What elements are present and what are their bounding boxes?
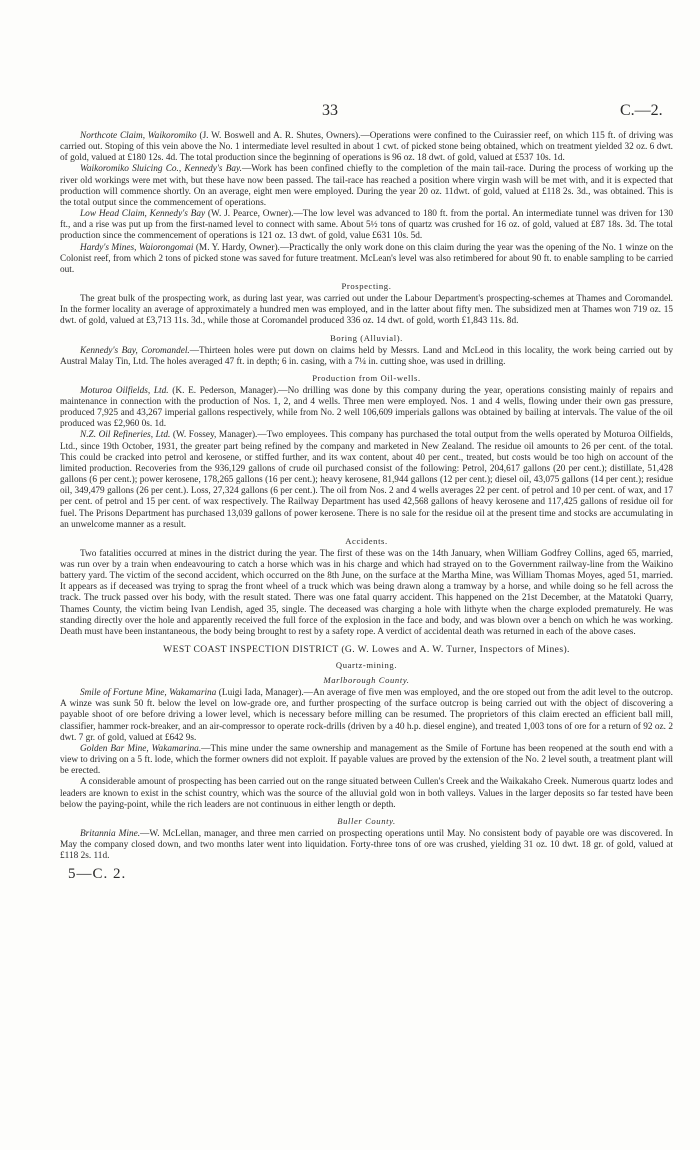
county-heading-marlborough: Marlborough County.: [323, 675, 410, 686]
claim-title: Low Head Claim, Kennedy's Bay: [80, 209, 206, 220]
paragraph-text: —W. McLellan, manager, and three men carried on prospecting operations until May. No consistent body of payable ore was discovered. In May the company closed down, and two months later went into liquidation. Forty-three tons of ore was crushed, yielding 31 oz. 10 dwt. 18 gr. of gold, valued at £118 2s. 11d.: [60, 828, 674, 862]
paragraph-cullens: A considerable amount of prospecting has been carried out on the range situated between Cullen's Creek and the Waikakaho Creek. Numerous quartz lodes and leaders are known to exist in the schist country, which was the source of the alluvial gold won in both valleys. Values in the larger deposits so far tested have been below the paying-point, while the rich leaders are not continuous in either length or depth.: [60, 777, 673, 810]
section-heading-quartz: Quartz-mining.: [335, 660, 398, 671]
paragraph-nzoil: [60, 430, 673, 530]
paragraph-text: (W. Fossey, Manager).—Two employees. This company has purchased the total output from the wells operated by Moturoa Oilfields, Ltd., since 19th October, 1931, the greater part being refined by the company and marketed in New Zealand. The residue oil amounts to 26 per cent. of the total. This could be cracked into petrol and kerosene, or stiffed further, and its wax content, about 40 per cent., treated, but costs would be too high on account of the limited production. Recoveries from the 936,129 gallons of crude oil purchased consist of the following: Petrol, 204,617 gallons (20 per cent.); distillate, 51,428 gallons (6 per cent.); power kerosene, 178,265 gallons (16 per cent.); heavy kerosene, 81,944 gallons (12 per cent.); diesel oil, 43,075 gallons (14 per cent.); residue oil, 349,479 gallons (26 per cent.). Loss, 27,324 gallons (6 per cent.). The oil from Nos. 2 and 4 wells averages 22 per cent. of petrol and 10 per cent. of wax, and 17 per cent. of petrol and 15 per cent. of wax respectively. The Railway Department has used 42,568 gallons of heavy kerosene and 117,425 gallons of residue oil for fuel. The Prisons Department has purchased 13,039 gallons of power kerosene. There is no sale for the residue oil at the present time and stocks are accumulating in an unwelcome manner as a result.: [60, 430, 673, 530]
claim-title: Northcote Claim, Waikoromiko: [80, 131, 197, 141]
district-heading: WEST COAST INSPECTION DISTRICT (G. W. Lowes and A. W. Turner, Inspectors of Mines).: [163, 644, 570, 656]
section-heading-boring: Boring (Alluvial).: [330, 332, 403, 343]
paragraph-text: (M. Y. Hardy, Owner).—Practically the only work done on this claim during the year was the opening of the No. 1 winze on the Colonist reef, from which 2 tons of picked stone was saved for future treatment. McLean's level was also retimbered for about 90 ft. to enable sampling to be carried out.: [60, 242, 673, 275]
claim-title: Hardy's Mines, Waiorongomai: [80, 242, 194, 253]
claim-title: Moturoa Oilfields, Ltd.: [80, 385, 169, 396]
paragraph-sluicing: [60, 164, 673, 209]
page-header: [0, 102, 700, 122]
paragraph-moturoa: [60, 386, 673, 431]
section-heading-prospecting: Prospecting.: [341, 281, 392, 292]
paragraph-text: —Thirteen holes were put down on claims held by Messrs. Land and McLeod in this locality, the work being carried out by Austral Malay Tin, Ltd. The holes averaged 47 ft. in depth; 6 in. casing, with a 7¼ in. cutting shoe, was used in drilling.: [60, 345, 673, 367]
paragraph-text: —Work has been confined chiefly to the completion of the main tail-race. During the process of working up the river old workings were met with, but these have now been passed. The tail-race has reached a position where virgin wash will be met with, and it is expected that production will commence shortly. On an average, eight men were employed. During the year 20 oz. 11dwt. of gold, valued at £118 2s. 3d., was obtained. This is the total output since the commencement of operations.: [60, 164, 673, 208]
claim-title: Smile of Fortune Mine, Wakamarina: [80, 688, 217, 699]
paragraph-text: (J. W. Boswell and A. R. Shutes, Owners).—Operations were confined to the Cuirassier reef, on which 115 ft. of driving was carried out. Stoping of this vein above the No. 1 intermediate level resulted in about 1 cwt. of picked stone being obtained, which on treatment yielded 32 oz. 6 dwt. of gold, valued at £180 12s. 4d. The total production since the beginning of operations is 96 oz. 18 dwt. of gold, valued at £537 10s. 1d.: [60, 131, 673, 164]
claim-title: Kennedy's Bay, Coromandel.: [80, 345, 190, 356]
paragraph-northcote: [60, 131, 673, 164]
claim-title: Golden Bar Mine, Wakamarina.: [80, 743, 202, 754]
paragraph-text: (K. E. Pederson, Manager).—No drilling was done by this company during the year, operations consisting mainly of repairs and maintenance in connection with the production of Nos. 1, 2, and 4 wells. Three men were employed. Nos. 1 and 4 wells, flowing under their own gas pressure, produced 7,925 and 43,267 imperial gallons respectively, while from No. 2 well 106,609 imperials gallons was obtained by bailing at intervals. The value of the oil produced was £2,960 0s. 1d.: [60, 385, 673, 430]
paragraph-text: —This mine under the same ownership and management as the Smile of Fortune has been reopened at the south end with a view to driving on a 5 ft. lode, which the former owners did not exploit. If payable values are proved by the extension of the No. 2 level south, a treatment plant will be erected.: [60, 743, 673, 777]
document-code: C.—2.: [620, 102, 663, 119]
county-heading-buller: Buller County.: [337, 815, 396, 826]
claim-title: Waikoromiko Sluicing Co., Kennedy's Bay.: [80, 164, 242, 175]
document-body: [60, 131, 673, 883]
paragraph-text: (Luigi Iada, Manager).—An average of five men was employed, and the ore stoped out from the adit level to the outcrop. A winze was sunk 50 ft. below the level on low-grade ore, and further prospecting of the surface outcrop is being carried out with the object of discovering a payable shoot of ore before driving a lower level, which is necessary before milling can be resumed. The proprietors of this claim erected an efficient ball mill, classifier, hammer rock-breaker, and an air-compressor to operate rock-drills (driven by a 40 h.p. diesel engine), and treated 1,003 tons of ore for a return of 92 oz. 2 dwt. 7 gr. of gold, valued at £642 9s.: [60, 688, 673, 743]
page-number: 33: [322, 102, 338, 119]
section-heading-accidents: Accidents.: [345, 535, 388, 546]
claim-title: N.Z. Oil Refineries, Ltd.: [80, 430, 171, 441]
paragraph-prospecting: The great bulk of the prospecting work, as during last year, was carried out under the Labour Department's prospecting-schemes at Thames and Coromandel. In the former locality an average of approximately a hundred men was employed, and in the latter about fifty men. The subsidized men at Thames won 719 oz. 15 dwt. of gold, valued at £3,713 11s. 3d., while those at Coromandel produced 336 oz. 14 dwt. of gold, worth £1,843 11s. 8d.: [60, 294, 673, 327]
signature-mark: 5—C. 2.: [68, 866, 127, 883]
paragraph-britannia: [60, 829, 673, 862]
paragraph-text: (W. J. Pearce, Owner).—The low level was advanced to 180 ft. from the portal. An intermediate tunnel was driven for 130 ft., and a rise was put up from the first-named level to connect with same. About 5½ tons of quartz was crushed for 16 oz. of gold, valued at £87 18s. 3d. The total production since the commencement of operations is 121 oz. 13 dwt. of gold, value £631 10s. 5d.: [60, 209, 674, 242]
paragraph-boring: [60, 346, 673, 368]
paragraph-golden: [60, 744, 673, 777]
paragraph-hardys: [60, 243, 673, 276]
section-heading-oil: Production from Oil-wells.: [312, 372, 421, 383]
paragraph-accidents: Two fatalities occurred at mines in the district during the year. The first of these was on the 14th January, when William Godfrey Collins, aged 65, married, was run over by a train when endeavouring to catch a horse which was in his charge and which had strayed on to the Government railway-line from the Waikino battery yard. The victim of the second accident, which occurred on the 8th June, on the surface at the Martha Mine, was William Thomas Moyes, aged 51, married. It appears as if deceased was trying to sprag the front wheel of a truck which was being drawn along a tramway by a horse, and while doing so he fell across the track. The truck passed over his body, with the result stated. There was one fatal quarry accident. This happened on the 21st December, at the Matatoki Quarry, Thames County, the victim being Ivan Lendish, aged 35, single. The deceased was charging a hole with lithyte when the charge exploded prematurely. He was standing directly over the hole and apparently received the full force of the explosion in the face and body, and was blown over a bench on which he was working. Death must have been instantaneous, the body being brought to rest by a safety rope. A verdict of accidental death was returned in each of the above cases.: [60, 548, 673, 637]
claim-title: Britannia Mine.: [80, 828, 141, 839]
paragraph-smile: [60, 688, 673, 744]
paragraph-lowhead: [60, 209, 673, 242]
